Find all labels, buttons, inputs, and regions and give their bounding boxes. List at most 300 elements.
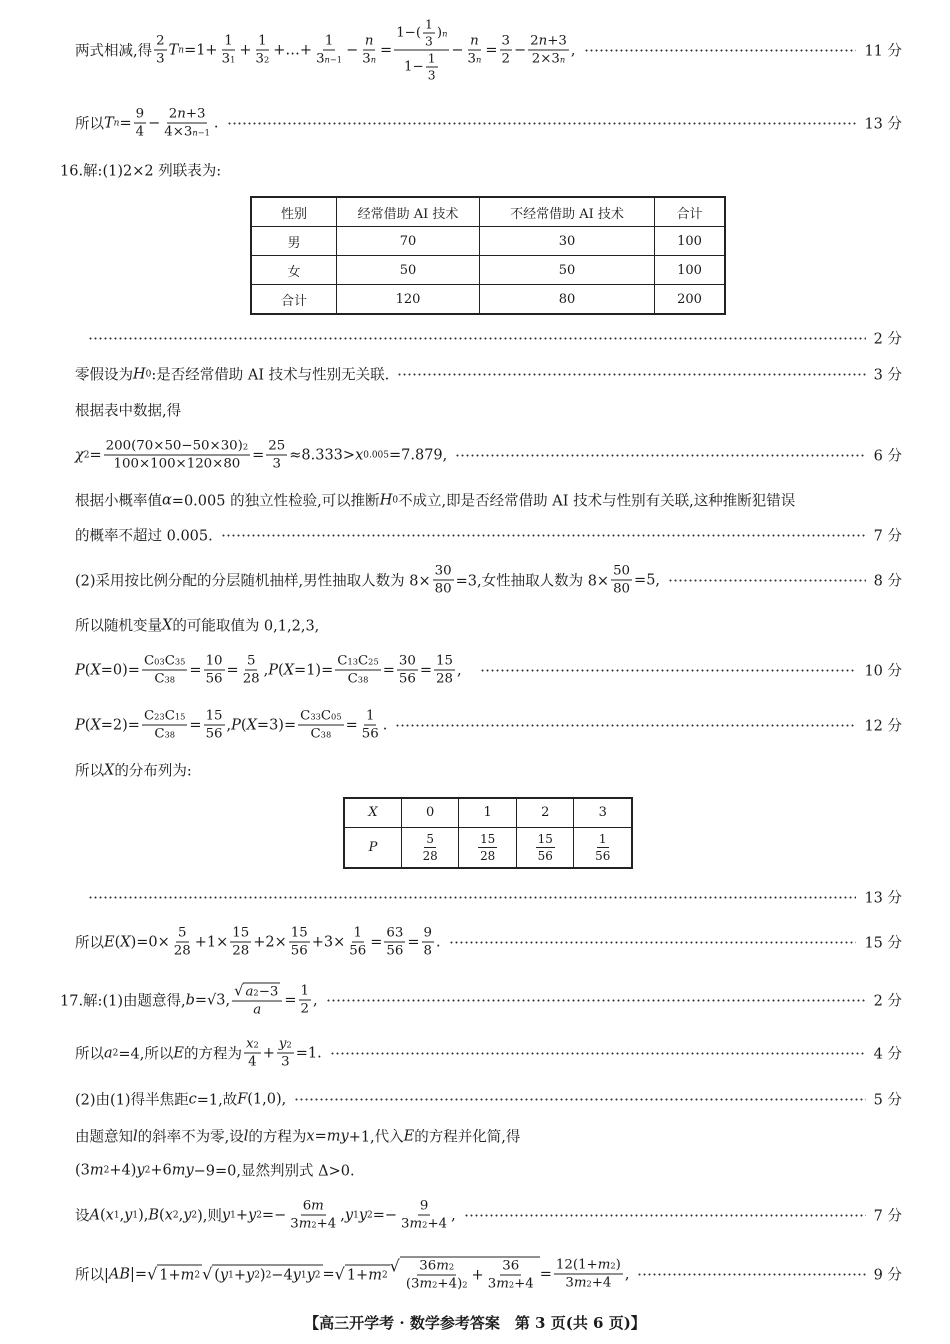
equation-line <box>75 654 902 687</box>
text-run: =1+ <box>184 42 218 58</box>
text-run: =4,所以 <box>118 1046 174 1063</box>
text-run: , <box>624 1266 630 1282</box>
denominator <box>204 726 225 742</box>
fraction <box>230 926 251 959</box>
numerator <box>289 926 310 943</box>
text-run: 2 <box>194 1270 201 1280</box>
leader-dots <box>330 1051 866 1055</box>
radicand <box>345 1265 390 1284</box>
text-run: +…+ <box>273 42 313 58</box>
text-line <box>75 400 902 421</box>
math-variable: m <box>180 1267 195 1283</box>
denominator <box>423 34 435 49</box>
leader-dots <box>294 1097 865 1101</box>
math-variable: a <box>104 1045 113 1061</box>
math-variable: n <box>324 54 330 64</box>
text-run: 1 <box>300 983 309 999</box>
math-variable: P <box>75 662 85 678</box>
text-run: 9 <box>423 925 433 941</box>
text-run: 1 <box>132 1210 139 1220</box>
text-run: 56 <box>205 726 223 742</box>
text-run: 设 <box>75 1208 90 1225</box>
table-row <box>251 256 725 285</box>
text-run: 1+ <box>346 1267 369 1283</box>
text-run: ( <box>278 662 284 678</box>
denominator <box>346 671 371 687</box>
text-run: 17.解:(1)由题意得, <box>60 993 186 1010</box>
table-header-row <box>251 197 725 227</box>
fraction <box>434 654 455 687</box>
text-run: 36 <box>419 1258 437 1274</box>
math-variable: E <box>104 934 115 950</box>
square-root <box>234 983 280 1000</box>
text-run: 56 <box>398 671 416 687</box>
radicand <box>157 1265 202 1284</box>
text-run: 2 <box>300 1001 309 1017</box>
text-run: 1 <box>174 711 181 721</box>
fraction <box>394 18 449 83</box>
text-run: 2 <box>586 1278 592 1288</box>
line-content <box>75 1160 355 1181</box>
text-run: 8 <box>325 729 332 739</box>
equation-line <box>75 926 902 959</box>
denominator <box>172 943 193 959</box>
text-line <box>75 1089 902 1110</box>
text-run: 10 <box>205 653 223 669</box>
text-run: 3 <box>357 674 364 684</box>
text-run: − <box>346 42 359 58</box>
text-run: 0 <box>331 711 337 721</box>
math-variable: m <box>436 1258 449 1274</box>
text-run: −4 <box>271 1267 293 1283</box>
math-variable: X <box>90 717 101 733</box>
fraction <box>347 926 368 959</box>
text-run: 1 <box>427 51 436 66</box>
math-variable: E <box>173 1045 184 1061</box>
leader-dots <box>397 372 865 376</box>
text-run: 的分布列为: <box>114 763 192 780</box>
text-run: . <box>213 115 219 131</box>
math-variable: n <box>442 28 448 38</box>
line-content <box>75 615 319 636</box>
table-cell: 0 <box>401 798 459 827</box>
text-run: 5 <box>178 925 187 941</box>
text-run: 2 <box>263 54 270 64</box>
fraction <box>426 52 438 83</box>
line-content <box>75 364 389 385</box>
text-run: 3 <box>501 33 510 49</box>
text-run: 3 <box>401 1216 410 1232</box>
equation-line <box>75 709 902 742</box>
numerator <box>364 709 376 726</box>
denominator <box>486 1276 536 1292</box>
text-run: 不成立,即是否经常借助 AI 技术与性别有关联,这种推断犯错误 <box>398 493 796 510</box>
text-run: , <box>456 662 462 678</box>
text-run: 1 <box>230 54 236 64</box>
fraction: $\frac{5}{28}$ <box>422 831 438 863</box>
text-run: C <box>310 726 321 742</box>
denominator <box>154 51 166 67</box>
fraction <box>422 926 434 959</box>
text-run: 的概率不超过 0.005. <box>75 528 213 545</box>
text-run: 3 <box>320 729 326 739</box>
text-run: 5 <box>336 711 342 721</box>
text-run: = <box>189 662 202 678</box>
table-header-cell: 性别 <box>251 197 337 227</box>
math-variable: α <box>162 492 172 508</box>
text-run: 1 <box>228 1270 234 1280</box>
text-run: 2×3 <box>531 51 560 67</box>
denominator <box>347 943 368 959</box>
text-run: (2)采用按比例分配的分层随机抽样,男性抽取人数为 8× <box>75 573 431 590</box>
text-run: 1 <box>353 925 362 941</box>
math-variable: my <box>171 1162 194 1178</box>
numerator <box>528 34 569 51</box>
denominator <box>162 124 212 140</box>
math-variable: T <box>104 115 114 131</box>
text-run: 9 <box>419 1198 429 1214</box>
text-run: 2 <box>508 1279 515 1289</box>
denominator <box>426 68 438 83</box>
score-label: 10 分 <box>864 663 902 680</box>
math-variable: X <box>246 717 257 733</box>
text-run: 所以 <box>75 935 104 952</box>
table-cell: 120 <box>337 285 480 315</box>
text-run: ( <box>84 717 91 733</box>
fraction <box>611 564 632 597</box>
text-run: 2 <box>144 1165 151 1175</box>
denominator <box>220 51 238 67</box>
math-variable: H <box>133 366 146 382</box>
text-run: +6 <box>150 1162 172 1178</box>
square-root <box>202 1265 322 1284</box>
text-run: +4 <box>427 1216 448 1232</box>
question-17-heading <box>60 983 902 1018</box>
math-variable: x <box>105 1207 114 1223</box>
text-run: 1 <box>425 17 433 32</box>
text-run: C <box>164 708 175 724</box>
denominator <box>254 51 272 67</box>
table-cell: 3 <box>574 798 632 827</box>
math-variable: my <box>326 1128 349 1144</box>
text-run: 2 <box>172 1210 179 1220</box>
text-run: 4 <box>248 1054 257 1070</box>
denominator <box>299 1001 311 1017</box>
text-run: 5 <box>180 656 186 666</box>
leader-dots <box>637 1272 865 1276</box>
text-run: 28 <box>435 671 453 687</box>
score-label: 15 分 <box>864 935 902 952</box>
numerator <box>335 654 380 671</box>
text-run: 4 <box>135 124 145 140</box>
text-run: 2 <box>254 1270 260 1280</box>
text-run: 2 <box>462 1279 468 1289</box>
text-run: 3 <box>362 51 371 67</box>
text-run: =0)= <box>100 662 140 678</box>
table-cell: 80 <box>480 285 655 315</box>
text-run: 3 <box>174 656 181 666</box>
table-row <box>344 798 632 827</box>
text-run: 3 <box>310 711 316 721</box>
text-run: = <box>407 934 420 950</box>
denominator <box>134 124 146 140</box>
table-cell: 200 <box>655 285 726 315</box>
denominator <box>112 456 243 472</box>
math-variable: x <box>306 1128 315 1144</box>
text-run: + <box>235 1207 248 1223</box>
text-line <box>75 615 902 636</box>
radicand <box>243 983 280 1000</box>
numerator <box>245 654 257 671</box>
square-root <box>390 1257 540 1292</box>
table-cell: 70 <box>337 227 480 256</box>
math-variable: n <box>476 54 482 64</box>
math-variable: n <box>192 127 198 137</box>
text-run: ), <box>138 1207 149 1223</box>
math-variable: X <box>283 662 295 678</box>
leader-dots <box>221 533 866 537</box>
fraction <box>433 564 454 597</box>
text-run: 5 <box>180 711 186 721</box>
numerator <box>468 34 481 51</box>
denominator <box>397 671 418 687</box>
fraction <box>399 1199 449 1232</box>
text-run: 的斜率不为零,设 <box>137 1129 244 1146</box>
fraction <box>298 709 343 742</box>
text-run: 所以 <box>75 763 104 780</box>
square-root <box>147 1265 202 1284</box>
math-variable: b <box>185 992 195 1008</box>
math-variable: m <box>409 1216 423 1232</box>
fraction <box>204 709 225 742</box>
table-cell <box>459 827 517 868</box>
numerator <box>301 1199 326 1216</box>
text-run: 2 <box>501 51 510 67</box>
table-cell: 男 <box>251 227 337 256</box>
text-run: 2 <box>311 1219 317 1229</box>
radical-sign-icon: √ <box>334 1264 345 1284</box>
text-run: 2 <box>256 1210 262 1220</box>
radical-sign-icon: √ <box>234 982 244 1000</box>
text-run: +4 <box>316 1216 337 1232</box>
table-header-cell: 经常借助 AI 技术 <box>337 197 480 227</box>
text-run: 2 <box>156 33 165 49</box>
score-label: 2 分 <box>873 331 902 348</box>
text-run: 80 <box>434 581 452 597</box>
numerator <box>154 34 166 51</box>
text-run: 28 <box>242 671 260 687</box>
text-run: =1)= <box>294 662 334 678</box>
text-run: C <box>300 708 311 724</box>
text-run: 6 <box>302 1198 312 1214</box>
text-run: 15 <box>290 925 308 941</box>
text-run: 200(70×50−50×30) <box>105 438 243 454</box>
math-variable: F <box>237 1091 248 1107</box>
math-variable: y <box>278 1036 287 1052</box>
math-variable: m <box>311 1198 324 1214</box>
text-run: 根据小概率值 <box>75 493 162 510</box>
table-cell: 合计 <box>251 285 337 315</box>
text-run: 所以 <box>75 1046 104 1063</box>
fraction <box>384 926 405 959</box>
text-run: 2 <box>83 450 90 460</box>
equation-line <box>75 1037 902 1070</box>
text-run: 4×3 <box>164 124 193 140</box>
text-run: 15 <box>232 925 250 941</box>
numerator <box>176 926 188 943</box>
text-run: ( <box>214 1267 220 1283</box>
math-variable: m <box>573 1275 587 1291</box>
text-run: 1 <box>113 1210 120 1220</box>
text-run: 8 <box>169 674 176 684</box>
text-run: 36 <box>502 1258 520 1274</box>
numerator <box>256 34 268 51</box>
text-run: 3 <box>159 656 165 666</box>
radicand <box>400 1257 540 1292</box>
numerator <box>363 34 376 51</box>
fraction <box>554 1258 623 1291</box>
math-variable: x <box>355 447 364 463</box>
fraction <box>360 34 378 67</box>
line-content <box>75 18 576 83</box>
text-run: = <box>485 42 498 58</box>
text-run: = <box>380 42 393 58</box>
line-content <box>60 983 318 1018</box>
numerator <box>298 709 343 726</box>
text-run: = <box>89 447 102 463</box>
table-cell: 30 <box>480 227 655 256</box>
table-header-cell: X <box>344 798 401 827</box>
table-cell: 2 <box>516 798 574 827</box>
line-content <box>75 439 447 472</box>
text-run: =7.879, <box>388 447 448 463</box>
denominator <box>241 671 262 687</box>
leader-dots <box>326 998 866 1002</box>
numerator <box>244 1037 261 1054</box>
denominator <box>360 726 381 742</box>
text-run: +4 <box>514 1276 534 1292</box>
table-cell: 100 <box>655 227 726 256</box>
text-run: 100×100×120×80 <box>113 456 241 472</box>
text-run: 15 <box>205 708 223 724</box>
score-label: 2 分 <box>873 993 902 1010</box>
numerator <box>232 983 282 1002</box>
equation-line <box>75 107 902 140</box>
denominator <box>402 51 441 83</box>
score-label: 12 分 <box>864 718 902 735</box>
fraction <box>466 34 484 67</box>
text-run: 2 <box>286 1039 292 1049</box>
math-variable: c <box>188 1091 197 1107</box>
question-16-heading <box>60 160 902 181</box>
text-run: :是否经常借助 AI 技术与性别无关联. <box>151 367 390 384</box>
text-run: 3 <box>156 51 165 67</box>
numerator <box>434 654 455 671</box>
math-variable: y <box>292 1267 301 1283</box>
denominator <box>563 1275 613 1291</box>
math-variable: X <box>104 762 115 778</box>
score-label: 6 分 <box>873 448 902 465</box>
text-run: 3 <box>281 1054 290 1070</box>
text-run: +4) <box>437 1276 463 1292</box>
table-cell: 50 <box>337 256 480 285</box>
fraction <box>204 654 225 687</box>
fraction <box>134 107 146 140</box>
score-label: 13 分 <box>864 116 902 133</box>
text-run: + <box>233 1267 246 1283</box>
text-run: 2 <box>253 987 259 997</box>
leader-dots <box>464 1213 866 1217</box>
text-run: 16.解:(1)2×2 列联表为: <box>60 163 222 180</box>
text-run: , <box>340 1207 345 1223</box>
text-run: =2)= <box>100 717 140 733</box>
text-line <box>75 760 902 781</box>
math-variable: y <box>219 1267 229 1283</box>
fraction <box>277 1037 294 1070</box>
text-run: (3 <box>75 1162 90 1178</box>
math-variable: n <box>370 54 377 64</box>
math-variable: y <box>248 1207 257 1223</box>
text-run: = <box>284 992 297 1008</box>
text-line <box>75 525 902 546</box>
text-run: 1 <box>230 1210 236 1220</box>
text-run: 1 <box>258 33 267 49</box>
numerator <box>611 564 632 581</box>
math-variable: A <box>89 1207 100 1223</box>
text-run: ≈8.333> <box>289 447 356 463</box>
text-run: 3 <box>315 711 321 721</box>
math-variable: y <box>358 1207 368 1223</box>
text-run: 根据表中数据,得 <box>75 403 182 420</box>
equation-line <box>75 439 902 472</box>
fraction <box>423 18 435 49</box>
text-run: 3 <box>352 656 358 666</box>
text-run: 2 <box>265 1270 272 1280</box>
text-run: 8 <box>169 729 176 739</box>
fraction <box>486 1259 536 1292</box>
score-label: 11 分 <box>864 43 902 60</box>
fraction <box>104 439 250 472</box>
math-variable: E <box>403 1128 415 1144</box>
page-footer: 【高三开学考 · 数学参考答案 第 3 页(共 6 页)】 <box>304 1314 646 1332</box>
score-label: 8 分 <box>873 573 902 590</box>
denominator <box>152 671 177 687</box>
text-run: −9=0,显然判别式 Δ>0. <box>193 1163 355 1180</box>
text-run: 28 <box>232 943 250 959</box>
text-run: 2 <box>112 1048 119 1058</box>
math-variable: l <box>133 1128 138 1144</box>
denominator <box>384 943 405 959</box>
text-run: =− <box>372 1207 398 1223</box>
math-variable: x <box>245 1036 254 1052</box>
score-label: 4 分 <box>873 1046 902 1063</box>
text-run: 0 <box>154 656 160 666</box>
math-variable: X <box>90 662 101 678</box>
text-run: ( <box>99 1207 106 1223</box>
numerator <box>230 926 251 943</box>
text-run: = <box>252 447 265 463</box>
line-content <box>75 1126 520 1147</box>
numerator <box>299 984 311 1001</box>
score-label: 9 分 <box>873 1267 902 1284</box>
score-line <box>88 887 902 908</box>
text-run: 2 <box>253 1039 259 1049</box>
text-run: 63 <box>386 925 404 941</box>
text-run: =3,女性抽取人数为 8× <box>455 573 610 590</box>
text-run: 所以| <box>75 1267 109 1284</box>
denominator <box>466 51 484 67</box>
fraction <box>528 34 569 67</box>
